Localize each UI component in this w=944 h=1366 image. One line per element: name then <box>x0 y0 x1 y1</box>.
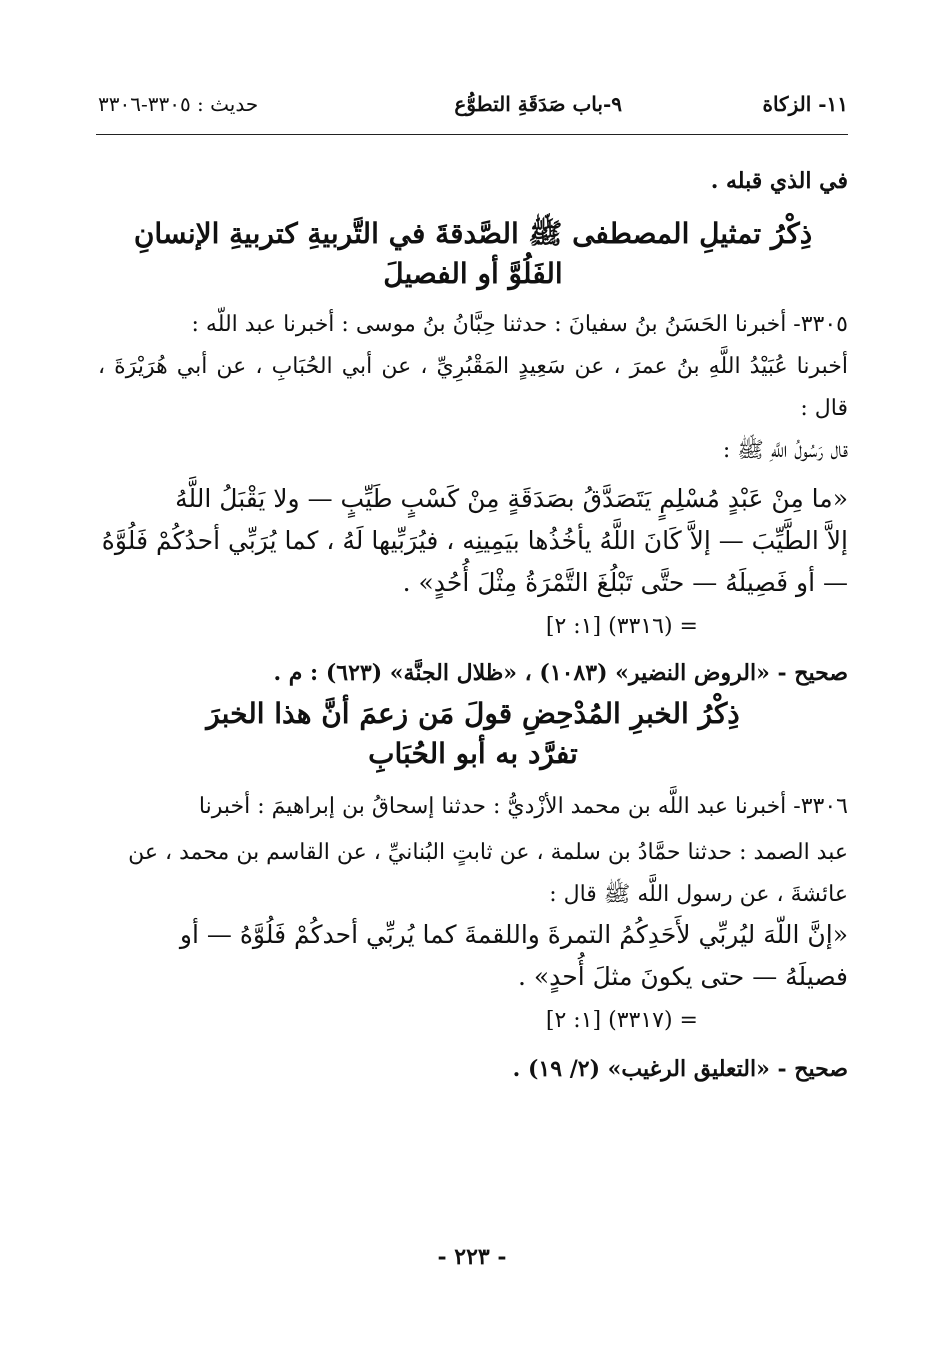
isnad-line: عبد الصمد : حدثنا حمَّادُ بن سلمة ، عن ثابتٍ البُنانيِّ ، عن القاسم بن محمد ، عن <box>128 840 848 865</box>
chapter-title: ١١- الزكاة <box>762 92 848 116</box>
cross-reference: = (٣٣١٧) [١: ٢] <box>545 1008 698 1033</box>
hadith-range: حديث : ٣٣٠٥-٣٣٠٦ <box>98 92 259 116</box>
hadith-text-line: — أو فَصِيلَهُ — حتَّى تَبْلُغَ التَّمْرَةُ مِثْلَ أُحُدٍ» . <box>402 568 848 597</box>
section-heading: ذِكْرُ تمثيلِ المصطفى ﷺ الصَّدقةَ في التَّربيةِ كتربيةِ الإنسانِ <box>133 217 813 250</box>
hadith-text-line: إلاَّ الطَّيِّبَ — إلاَّ كَانَ اللَّهُ يأخُذُها بيَمِينِه ، فيُرَبِّيها لَهُ ، كما يُرَبِّي أحدُكُمْ فَلُوَّهُ <box>101 526 848 555</box>
continuation-line: في الذي قبله . <box>710 168 848 194</box>
hadith-grade: صحيح - «الروض النضير» (١٠٨٣) ، «ظلال الجنَّة» (٦٢٣) : م . <box>273 660 848 686</box>
section-title: ٩-باب صَدَقَةِ التطوُّع <box>454 92 622 116</box>
hadith-grade: صحيح - «التعليق الرغيب» (٢/ ١٩) . <box>512 1056 848 1082</box>
isnad-line: عائشةَ ، عن رسول اللَّه ﷺ قال : <box>549 882 848 907</box>
section-heading: ذِكْرُ الخبرِ المُدْحِضِ قولَ مَن زعمَ أنَّ هذا الخبرَ <box>206 697 740 730</box>
isnad-line: أخبرنا عُبَيْدُ اللَّهِ بنُ عمرَ ، عن سَعِيدٍ المَقْبُرِيِّ ، عن أبي الحُبَابِ ، عن أبي هُرَيْرَةَ ، قال : <box>98 354 848 421</box>
section-heading: تفرَّد به أبو الحُبَابِ <box>368 737 578 770</box>
isnad-line: قال رَسُولُ اللَّهِ ﷺ : <box>722 438 848 463</box>
hadith-text-line: «ما مِنْ عَبْدٍ مُسْلِمٍ يَتَصَدَّقُ بصَدَقَةٍ مِنْ كَسْبٍ طَيِّبٍ — ولا يَقْبَلُ اللَّهُ <box>175 484 848 513</box>
cross-reference: = (٣٣١٦) [١: ٢] <box>545 614 698 639</box>
running-header <box>98 92 848 126</box>
hadith-text-line: «إنَّ اللّهَ ليُربِّي لأَحَدِكُمُ التمرةَ واللقمةَ كما يُربِّي أحدكُمْ فَلُوَّهُ — أو <box>179 920 848 949</box>
section-heading: الفَلُوَّ أو الفصيلَ <box>383 257 563 290</box>
isnad-line: ٣٣٠٥- أخبرنا الحَسَنُ بنُ سفيانَ : حدثنا حِبَّانُ بنُ موسى : أخبرنا عبد اللّه : <box>191 312 848 337</box>
page-body <box>98 166 848 1086</box>
hadith-text-line: فصيلَهُ — حتى يكونَ مثلَ أُحدٍ» . <box>517 962 848 991</box>
header-rule <box>96 134 848 135</box>
page-number: - ٢٢٣ - <box>437 1244 507 1270</box>
isnad-line: ٣٣٠٦- أخبرنا عبد اللَّه بن محمد الأزْديُّ : حدثنا إسحاقُ بن إبراهيمَ : أخبرنا <box>198 794 848 819</box>
